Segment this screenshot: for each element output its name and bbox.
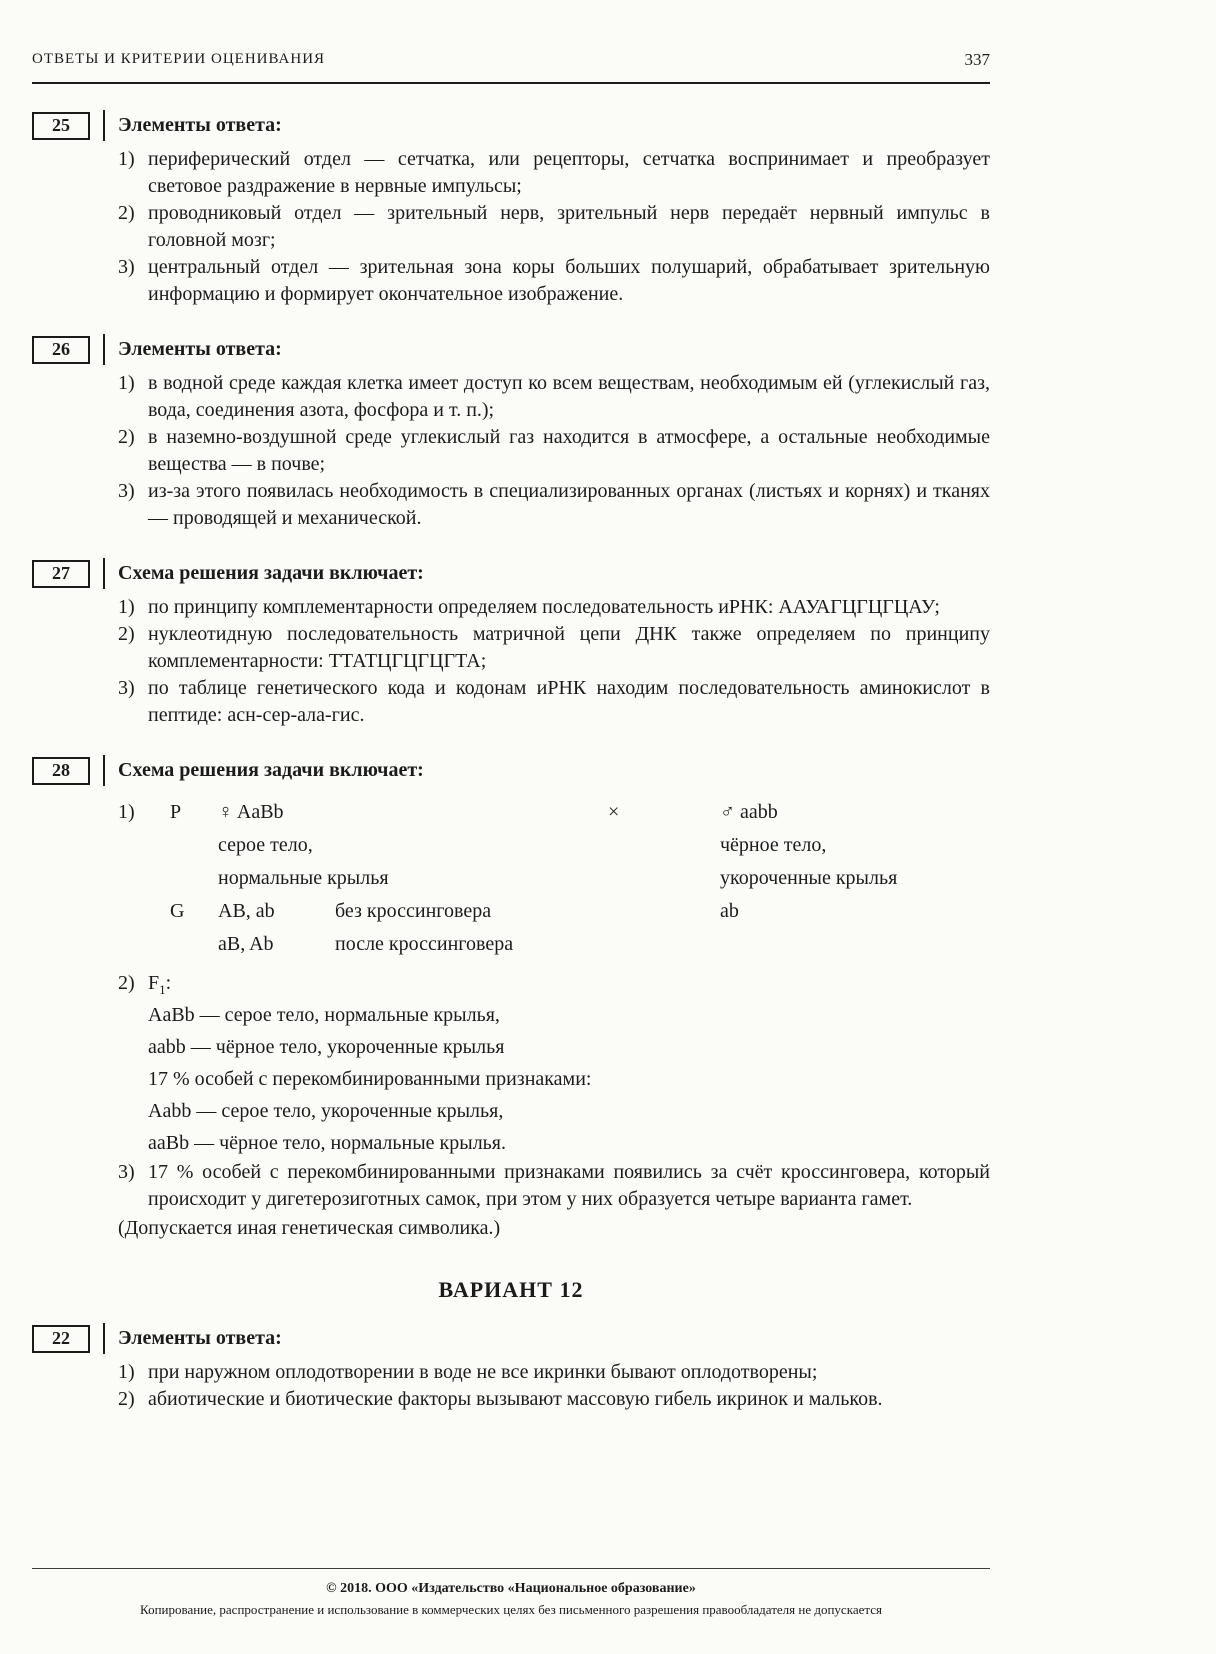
gametes-note: после кроссинговера: [335, 933, 514, 955]
cross-row-phenotype-2: [118, 862, 990, 895]
female-gametes: AB, ab: [218, 900, 275, 922]
answer-item: [118, 621, 990, 675]
cross-row-gametes-2: [118, 928, 990, 961]
legal-notice: Копирование, распространение и использование в коммерческих целях без письменного разрешения правообладателя не допускается: [140, 1602, 882, 1617]
running-title: ОТВЕТЫ И КРИТЕРИИ ОЦЕНИВАНИЯ: [32, 51, 326, 67]
cross-row-parents: [118, 796, 990, 829]
answer-item: [118, 200, 990, 254]
item-number: 2): [118, 202, 135, 224]
number-divider: [103, 1323, 105, 1354]
answer-items: [118, 1359, 990, 1413]
question-number-box: 26: [32, 336, 90, 364]
number-divider: [103, 558, 105, 589]
question-heading: Элементы ответа:: [118, 338, 282, 360]
item-text: периферический отдел — сетчатка, или рецепторы, сетчатка воспринимает и преобразует световое раздражение в нервные импульсы;: [148, 148, 990, 197]
answer-item: [118, 254, 990, 308]
cross-sign: ×: [608, 801, 620, 823]
question-25: [32, 110, 990, 308]
number-divider: [103, 334, 105, 365]
female-gametes: aB, Ab: [218, 933, 274, 955]
cross-row-gametes-1: [118, 895, 990, 928]
item-text: проводниковый отдел — зрительный нерв, зрительный нерв передаёт нервный импульс в головной мозг;: [148, 202, 990, 251]
f1-heading: $F_1$:: [148, 972, 172, 997]
variant-heading: ВАРИАНТ 12: [438, 1277, 584, 1302]
genetics-cross-scheme: [118, 796, 990, 961]
question-number-box: 28: [32, 757, 90, 785]
copyright-line: © 2018. ООО «Издательство «Национальное образование»: [326, 1581, 696, 1596]
question-number-box: 27: [32, 560, 90, 588]
item-text: нуклеотидную последовательность матричной цепи ДНК также определяем по принципу комплементарности: ТТАТЦГЦГЦГТА;: [148, 623, 990, 672]
answer-items: [118, 146, 990, 308]
cross-row-phenotype-1: [118, 829, 990, 862]
item-text: при наружном оплодотворении в воде не все икринки бывают оплодотворены;: [148, 1361, 818, 1383]
female-phenotype-line: серое тело,: [218, 834, 313, 856]
answer-item: [118, 146, 990, 200]
item-number: 2): [118, 1388, 135, 1410]
gametes-note: без кроссинговера: [335, 900, 492, 922]
answer-item: [118, 1159, 990, 1213]
f1-line: aaBb — чёрное тело, нормальные крылья.: [148, 1132, 506, 1154]
question-header: [32, 558, 990, 589]
male-phenotype-line: укороченные крылья: [720, 867, 898, 889]
male-gametes: ab: [720, 900, 739, 922]
item-number: 3): [118, 677, 135, 699]
item-text: абиотические и биотические факторы вызывают массовую гибель икринок и мальков.: [148, 1388, 883, 1410]
f1-line: 17 % особей с перекомбинированными признаками:: [148, 1068, 592, 1090]
answer-item: [118, 424, 990, 478]
question-heading: Схема решения задачи включает:: [118, 759, 424, 781]
item-text: в водной среде каждая клетка имеет доступ ко всем веществам, необходимым ей (углекислый газ, вода, соединения азота, фосфора и т. п.);: [148, 372, 990, 421]
answer-items: [118, 594, 990, 729]
question-header: [32, 1323, 990, 1354]
item-number: 1): [118, 596, 135, 618]
item-text: центральный отдел — зрительная зона коры больших полушарий, обрабатывает зрительную информацию и формирует окончательное изображение.: [148, 256, 990, 305]
answer-item: [118, 370, 990, 424]
item-text: в наземно-воздушной среде углекислый газ находится в атмосфере, а остальные необходимые вещества — в почве;: [148, 426, 990, 475]
number-divider: [103, 755, 105, 786]
item-text: по таблице генетического кода и кодонам иРНК находим последовательность аминокислот в пептиде: асн-сер-ала-гис.: [148, 677, 990, 726]
item-text: по принципу комплементарности определяем последовательность иРНК: ААУАГЦГЦГЦАУ;: [148, 596, 940, 618]
item-number: 3): [118, 256, 135, 278]
answer-item: [118, 1359, 990, 1386]
answer-item: [118, 594, 990, 621]
answer-items: [118, 796, 990, 1242]
question-header: [32, 755, 990, 786]
item-number: 3): [118, 1161, 135, 1183]
item-number: 1): [118, 372, 135, 394]
question-22: [32, 1323, 990, 1413]
question-28: [32, 755, 990, 1242]
page-number: 337: [964, 50, 990, 69]
question-header: [32, 334, 990, 365]
item-number: 1): [118, 148, 135, 170]
item-number: 1): [118, 1361, 135, 1383]
p-generation-label: P: [170, 801, 182, 823]
question-heading: Схема решения задачи включает:: [118, 562, 424, 584]
page-header: [32, 46, 990, 84]
item-text: из-за этого появилась необходимость в специализированных органах (листьях и корнях) и тканях — проводящей и механической.: [148, 480, 990, 529]
answer-items: [118, 370, 990, 532]
answer-item: [118, 675, 990, 729]
item-number: 2): [118, 972, 135, 994]
item-number: 2): [118, 623, 135, 645]
f1-line: AaBb — серое тело, нормальные крылья,: [148, 1004, 500, 1026]
item-number: 1): [118, 801, 135, 823]
number-divider: [103, 110, 105, 141]
f1-line: Aabb — серое тело, укороченные крылья,: [148, 1100, 504, 1122]
f1-line: aabb — чёрное тело, укороченные крылья: [148, 1036, 505, 1058]
answer-item-f1: [118, 967, 990, 999]
answer-item: [118, 478, 990, 532]
female-genotype: ♀ AaBb: [218, 801, 284, 823]
f1-result-lines: [118, 999, 990, 1159]
gametes-label: G: [170, 900, 185, 922]
question-heading: Элементы ответа:: [118, 1327, 282, 1349]
question-number-box: 22: [32, 1325, 90, 1353]
item-number: 2): [118, 426, 135, 448]
male-phenotype-line: чёрное тело,: [720, 834, 827, 856]
item-text: 17 % особей с перекомбинированными признаками появились за счёт кроссинговера, который происходит у дигетерозиготных самок, при этом у них образуется четыре варианта гамет.: [148, 1161, 990, 1210]
item-number: 3): [118, 480, 135, 502]
question-26: [32, 334, 990, 532]
f1-subscript: 1: [159, 982, 166, 997]
page-footer: [32, 1568, 990, 1620]
question-27: [32, 558, 990, 729]
question-heading: Элементы ответа:: [118, 114, 282, 136]
female-phenotype-line: нормальные крылья: [218, 867, 389, 889]
question-header: [32, 110, 990, 141]
symbolics-note: (Допускается иная генетическая символика.): [118, 1217, 501, 1239]
male-genotype: ♂ aabb: [720, 801, 778, 823]
answer-item: [118, 1386, 990, 1413]
question-number-box: 25: [32, 112, 90, 140]
